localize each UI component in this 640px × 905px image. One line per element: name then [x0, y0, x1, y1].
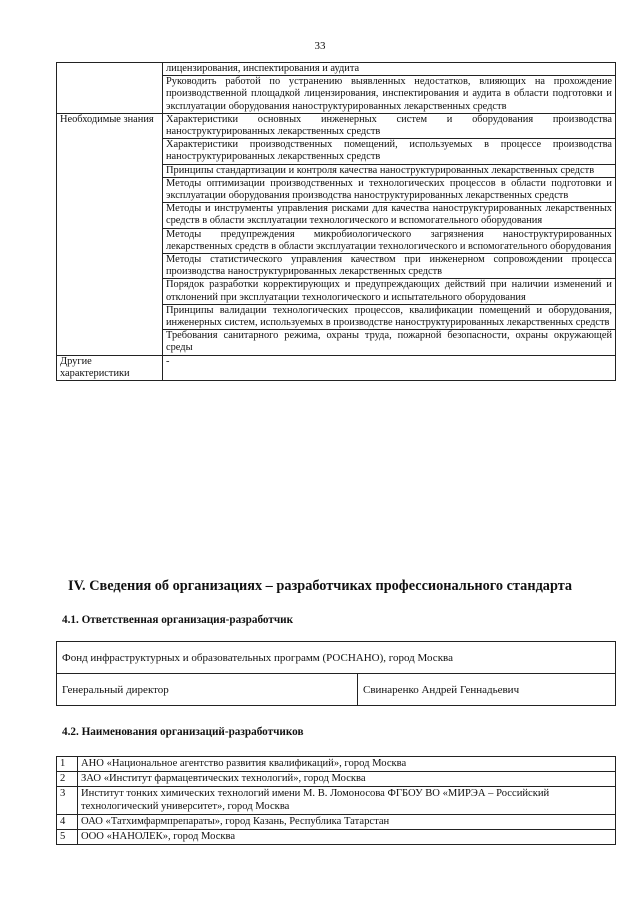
table-row [57, 674, 616, 706]
table-row [57, 642, 616, 674]
table-row [57, 113, 616, 138]
functions-table [56, 62, 616, 381]
developer-org-name: ООО «НАНОЛЕК», город Москва [78, 830, 616, 845]
table-row [57, 830, 616, 845]
table-text-cell: Методы статистического управления качеством при инженерном сопровождении процесса производства наноструктурированных лекарственных средств [163, 254, 616, 279]
developer-orgs-table [56, 756, 616, 845]
table-row [57, 787, 616, 814]
table-text-cell: Принципы стандартизации и контроля качества наноструктурированных лекарственных средств [163, 164, 616, 177]
org-number: 3 [57, 787, 78, 814]
table-text-cell: Требования санитарного режима, охраны труда, пожарной безопасности, охраны окружающей среды [163, 330, 616, 355]
developer-org-name: АНО «Национальное агентство развития квалификаций», город Москва [78, 757, 616, 772]
org-name: Фонд инфраструктурных и образовательных программ (РОСНАНО), город Москва [57, 642, 616, 674]
table-text-cell: Порядок разработки корректирующих и предупреждающих действий при наличии изменений и отклонений при эксплуатации технологического и испытательного оборудования [163, 279, 616, 304]
org-number: 5 [57, 830, 78, 845]
label-other-characteristics: Другие характеристики [57, 355, 163, 380]
table-text-cell: Принципы валидации технологических процессов, квалификации помещений и оборудования, инженерных систем, используемых в производстве наноструктурированных лекарственных средств [163, 304, 616, 329]
developer-org-name: ОАО «Татхимфармпрепараты», город Казань, Республика Татарстан [78, 814, 616, 829]
table-row [57, 772, 616, 787]
page-number: 33 [314, 40, 326, 52]
table-row [57, 757, 616, 772]
org-number: 2 [57, 772, 78, 787]
developer-org-name: ЗАО «Институт фармацевтических технологий», город Москва [78, 772, 616, 787]
table-text-cell: Характеристики основных инженерных систем и оборудования производства наноструктурированных лекарственных средств [163, 113, 616, 138]
table-text-cell: Характеристики производственных помещений, используемых в процессе производства наноструктурированных лекарственных средств [163, 139, 616, 164]
responsible-org-table [56, 641, 616, 706]
org-number: 4 [57, 814, 78, 829]
table-label-cell [57, 63, 163, 114]
label-required-knowledge: Необходимые знания [57, 113, 163, 355]
subsection-title-developers: 4.2. Наименования организаций-разработчиков [62, 726, 304, 738]
table-text-cell: - [163, 355, 616, 380]
org-number: 1 [57, 757, 78, 772]
table-text-cell: Методы предупреждения микробиологического загрязнения наноструктурированных лекарственных средств в области эксплуатации технологического и вспомогательного оборудования [163, 228, 616, 253]
section-title: IV. Сведения об организациях – разработчиках профессионального стандарта [68, 578, 573, 594]
director-title: Генеральный директор [57, 674, 358, 706]
subsection-title-responsible: 4.1. Ответственная организация-разработчик [62, 614, 294, 626]
table-text-cell: лицензирования, инспектирования и аудита [163, 63, 616, 76]
table-row [57, 355, 616, 380]
table-text-cell: Методы оптимизации производственных и технологических процессов в области подготовки и эксплуатации оборудования производства наноструктурированных лекарственных средств [163, 177, 616, 202]
director-name: Свинаренко Андрей Геннадьевич [358, 674, 616, 706]
table-text-cell: Руководить работой по устранению выявленных недостатков, влияющих на прохождение производственной площадкой лицензирования, инспектирования и аудита в области подготовки и эксплуатации оборудования наноструктурированных лекарственных средств [163, 76, 616, 114]
table-row [57, 63, 616, 76]
table-row [57, 814, 616, 829]
table-text-cell: Методы и инструменты управления рисками для качества наноструктурированных лекарственных средств в области эксплуатации технологического и вспомогательного оборудования [163, 203, 616, 228]
developer-org-name: Институт тонких химических технологий имени М. В. Ломоносова ФГБОУ ВО «МИРЭА – Российский технологический университет», город Москва [78, 787, 616, 814]
